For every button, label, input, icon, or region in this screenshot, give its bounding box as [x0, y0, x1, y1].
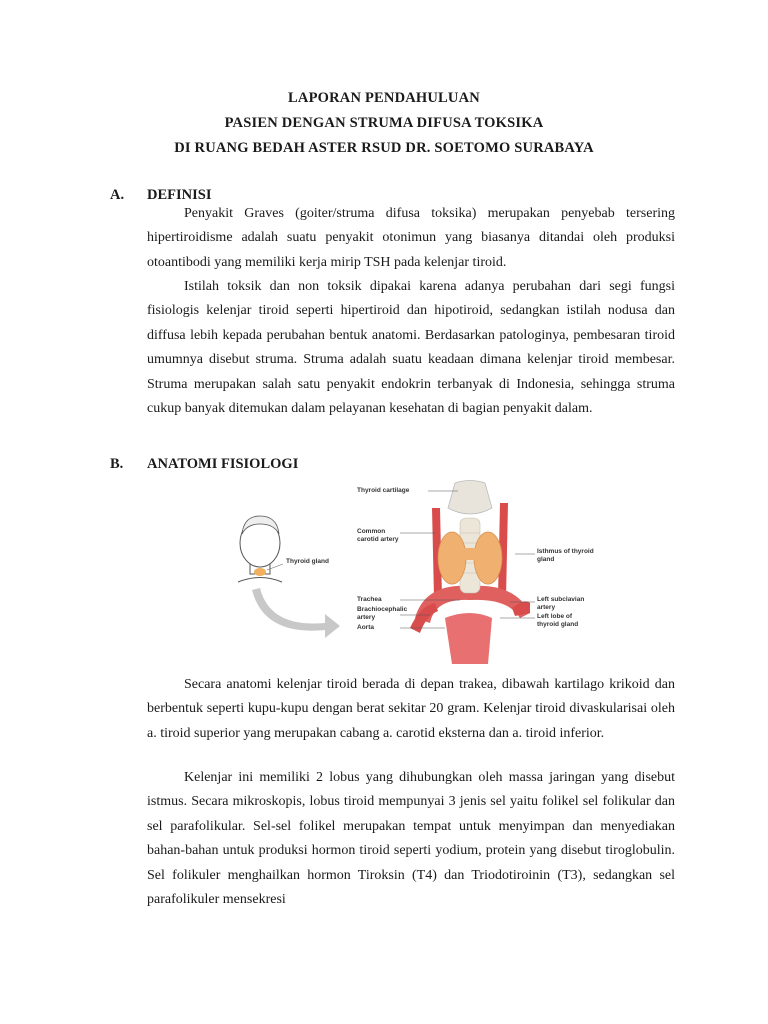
label-thyroid-gland: Thyroid gland: [286, 558, 329, 565]
thyroid-anatomy-illustration: [230, 478, 610, 668]
label-brachiocephalic: Brachiocephalic artery: [357, 606, 408, 621]
title-line-3: DI RUANG BEDAH ASTER RSUD DR. SOETOMO SURABAYA: [174, 140, 594, 156]
label-aorta: Aorta: [357, 624, 374, 631]
label-isthmus: Isthmus of thyroid gland: [537, 548, 594, 563]
section-b-heading: [110, 456, 298, 473]
section-a-number: A.: [110, 187, 125, 203]
label-trachea: Trachea: [357, 596, 382, 603]
label-left-subclavian: Left subclavian artery: [537, 596, 585, 611]
document-title: [0, 86, 768, 161]
title-line-2: PASIEN DENGAN STRUMA DIFUSA TOKSIKA: [224, 115, 544, 131]
section-a-paragraph-1: Penyakit Graves (goiter/struma difusa toksika) merupakan penyebab tersering hipertiroidisme adalah suatu penyakit otonimun yang biasanya ditandai oleh produksi otoantibodi yang memiliki kerja mirip TSH pada kelenjar tiroid.: [147, 206, 675, 270]
title-line-1: LAPORAN PENDAHULUAN: [288, 90, 480, 106]
head-icon: [238, 516, 283, 582]
section-b-title: ANATOMI FISIOLOGI: [147, 456, 299, 472]
section-b-number: B.: [110, 456, 124, 472]
thyroid-anatomy-figure: [230, 478, 610, 668]
section-b-paragraph-1: Secara anatomi kelenjar tiroid berada di depan trakea, dibawah kartilago krikoid dan berbentuk seperti kupu-kupu dengan berat sekitar 20 gram. Kelenjar tiroid divaskularisai oleh a. tiroid superior yang merupakan cabang a. carotid eksterna dan a. tiroid inferior.: [147, 677, 675, 741]
section-a-paragraph-2: Istilah toksik dan non toksik dipakai karena adanya perubahan dari segi fungsi fisiologis kelenjar tiroid seperti hipertiroid dan hipotiroid, sedangkan istilah nodusa dan diffusa lebih kepada perubahan bentuk anatomi. Berdasarkan patologinya, pembesaran tiroid umumnya disebut struma. Struma adalah suatu keadaan dimana kelenjar tiroid membesar. Struma merupakan salah satu penyakit endokrin terbanyak di Indonesia, sehingga struma cukup banyak ditemukan dalam pelayanan kesehatan di bagian penyakit dalam.: [147, 279, 675, 417]
label-thyroid-cartilage: Thyroid cartilage: [357, 487, 410, 494]
section-b-paragraph-2: Kelenjar ini memiliki 2 lobus yang dihubungkan oleh massa jaringan yang disebut istmus. Secara mikroskopis, lobus tiroid mempunyai 3 jenis sel yaitu folikel sel folikular dan sel parafolikular. Sel-sel folikel merupakan tempat untuk menyimpan dan menyediakan bahan-bahan untuk produksi hormon tiroid seperti yodium, protein yang disebut tiroglobulin. Sel folikuler menghailkan hormon Tiroksin (T4) dan Triodotiroinin (T3), sedangkan sel parafolikuler mensekresi: [147, 770, 675, 908]
arrow-icon: [252, 588, 340, 638]
label-left-lobe: Left lobe of thyroid gland: [537, 613, 579, 628]
label-common-carotid: Common carotid artery: [357, 528, 399, 543]
section-a-title: DEFINISI: [147, 187, 212, 203]
